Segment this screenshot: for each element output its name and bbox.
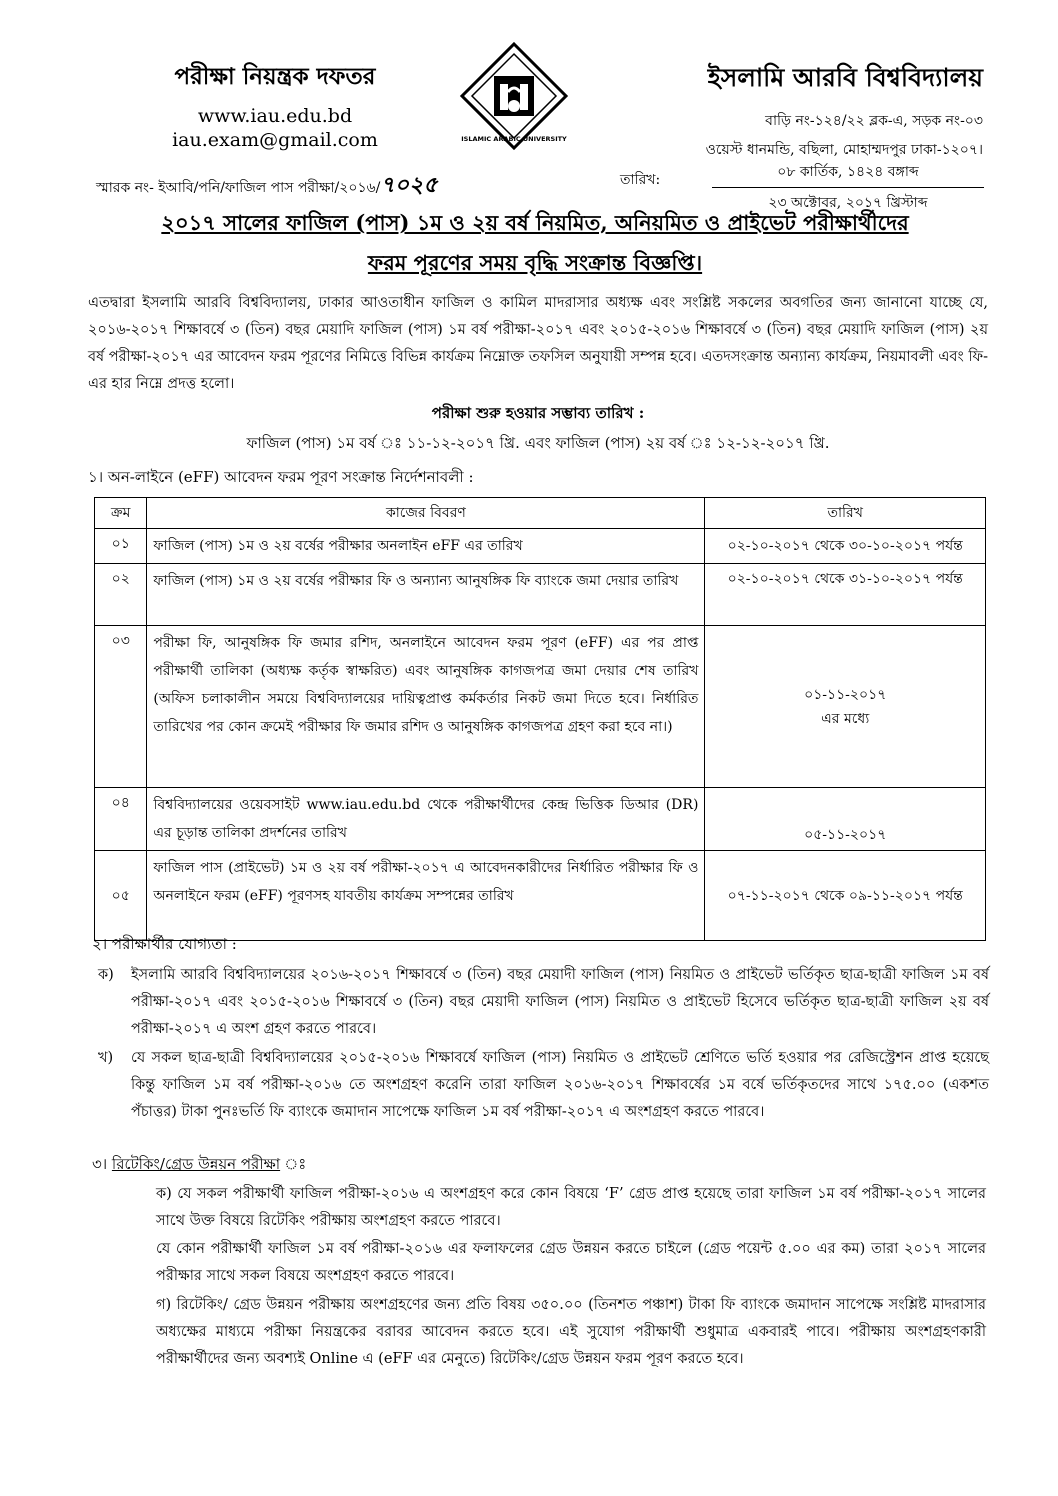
notice-title: [70, 203, 1000, 283]
section-1-heading: ১। অন-লাইনে (eFF) আবেদন ফরম পূরণ সংক্রান্ত নির্দেশনাবলী :: [88, 468, 474, 486]
item-label: ক): [98, 967, 114, 983]
eligibility-item-b: [98, 1045, 989, 1126]
item-text: ইসলামি আরবি বিশ্ববিদ্যালয়ের ২০১৬-২০১৭ শিক্ষাবর্ষে ৩ (তিন) বছর মেয়াদী ফাজিল (পাস) নিয়মিত ও প্রাইভেট ভর্তিকৃত ছাত্র-ছাত্রী ফাজিল ১ম বর্ষ পরীক্ষা-২০১৭ এবং ২০১৫-২০১৬ শিক্ষাবর্ষে ৩ (তিন) বছর মেয়াদী ফাজিল (পাস) নিয়মিত ও প্রাইভেট হিসেবে ভর্তিকৃত ছাত্র-ছাত্রী ফাজিল ২য় বর্ষ পরীক্ষা-২০১৭ এ অংশ গ্রহণ করতে পারবে।: [131, 967, 989, 1037]
schedule-table: [94, 497, 986, 941]
row-date: ০৭-১১-২০১৭ থেকে ০৯-১১-২০১৭ পর্যন্ত: [705, 851, 986, 941]
row-description: ফাজিল (পাস) ১ম ও ২য় বর্ষের পরীক্ষার ফি ও অন্যান্য আনুষঙ্গিক ফি ব্যাংকে জমা দেয়ার তারিখ: [147, 564, 705, 626]
section-3-title: রিটেকিং/গ্রেড উন্নয়ন পরীক্ষা: [111, 1155, 281, 1173]
university-name: ইসলামি আরবি বিশ্ববিদ্যালয়: [707, 63, 983, 92]
col-serial: ক্রম: [95, 498, 147, 529]
row-description: ফাজিল পাস (প্রাইভেট) ১ম ও ২য় বর্ষ পরীক্ষা-২০১৭ এ আবেদনকারীদের নির্ধারিত পরীক্ষার ফি ও অনলাইনে ফরম (eFF) পূরণসহ যাবতীয় কার্যক্রম সম্পন্নের তারিখ: [147, 851, 705, 941]
row-description: বিশ্ববিদ্যালয়ের ওয়েবসাইট www.iau.edu.bd থেকে পরীক্ষার্থীদের কেন্দ্র ভিত্তিক ডিআর (DR) এর চূড়ান্ত তালিকা প্রদর্শনের তারিখ: [147, 788, 705, 851]
office-name: পরীক্ষা নিয়ন্ত্রক দফতর: [174, 63, 376, 90]
title-line-1: ২০১৭ সালের ফাজিল (পাস) ১ম ও ২য় বর্ষ নিয়মিত, অনিয়মিত ও প্রাইভেট পরীক্ষার্থীদের: [161, 210, 909, 235]
memo-prefix: স্মারক নং- ইআবি/পনি/ফাজিল পাস পরীক্ষা/২০১৬/: [96, 180, 381, 196]
row-serial: ০২: [95, 564, 147, 626]
row-serial: ০১: [95, 529, 147, 564]
university-logo: [458, 40, 570, 152]
table-row: [95, 626, 986, 788]
row-serial: ০৫: [95, 851, 147, 941]
table-row: [95, 529, 986, 564]
website-link[interactable]: www.iau.edu.bd: [197, 105, 353, 127]
retake-para-a: ক) যে সকল পরীক্ষার্থী ফাজিল পরীক্ষা-২০১৬ এ অংশগ্রহণ করে কোন বিষয়ে ‘F’ গ্রেড প্রাপ্ত হয়েছে তারা ফাজিল ১ম বর্ষ পরীক্ষা-২০১৭ সালের সাথে উক্ত বিষয়ে রিটেকিং পরীক্ষায় অংশগ্রহণ করতে পারবে।: [156, 1186, 986, 1229]
date-label: তারিখ:: [620, 172, 661, 188]
row-date: ০২-১০-২০১৭ থেকে ৩০-১০-২০১৭ পর্যন্ত: [705, 529, 986, 564]
address-line-1: বাড়ি নং-১২৪/২২ ব্লক-এ, সড়ক নং-০৩: [765, 113, 983, 129]
header-right: [578, 58, 983, 162]
row-date: ০১-১১-২০১৭ এর মধ্যে: [705, 626, 986, 788]
item-text: যে সকল ছাত্র-ছাত্রী বিশ্ববিদ্যালয়ের ২০১৫-২০১৬ শিক্ষাবর্ষে ফাজিল (পাস) নিয়মিত ও প্রাইভেট শ্রেণিতে ভর্তি হওয়ার পর রেজিস্ট্রেশন প্রাপ্ত হয়েছে কিন্তু ফাজিল ১ম বর্ষ পরীক্ষা-২০১৬ তে অংশগ্রহণ করেনি তারা ফাজিল ২০১৬-২০১৭ শিক্ষাবর্ষের ১ম বর্ষে ভর্তিকৃতদের সাথে ১৭৫.০০ (একশত পঁচাত্তর) টাকা পুনঃভর্তি ফি ব্যাংকে জমাদান সাপেক্ষে ফাজিল ১ম বর্ষ পরীক্ষা-২০১৭ এ অংশগ্রহণ করতে পারবে।: [131, 1050, 989, 1120]
table-row: [95, 564, 986, 626]
section-3-heading: ৩। রিটেকিং/গ্রেড উন্নয়ন পরীক্ষা ঃ: [92, 1155, 307, 1173]
row-date: ০৫-১১-২০১৭: [705, 788, 986, 851]
item-label: খ): [98, 1050, 114, 1066]
row-serial: ০৩: [95, 626, 147, 788]
intro-paragraph: এতদ্বারা ইসলামি আরবি বিশ্ববিদ্যালয়, ঢাকার আওতাধীন ফাজিল ও কামিল মাদরাসার অধ্যক্ষ এবং সংশ্লিষ্ট সকলের অবগতির জন্য জানানো যাচ্ছে যে, ২০১৬-২০১৭ শিক্ষাবর্ষে ৩ (তিন) বছর মেয়াদি ফাজিল (পাস) ১ম বর্ষ পরীক্ষা-২০১৭ এবং ২০১৫-২০১৬ শিক্ষাবর্ষে ৩ (তিন) বছর মেয়াদি ফাজিল (পাস) ২য় বর্ষ পরীক্ষা-২০১৭ এর আবেদন ফরম পূরণের নিমিত্তে বিভিন্ন কার্যক্রম নিম্নোক্ত তফসিল অনুযায়ী সম্পন্ন হবে। এতদসংক্রান্ত অন্যান্য কার্যক্রম, নিয়মাবলী এবং ফি-এর হার নিম্নে প্রদত্ত হলো।: [88, 295, 988, 392]
row-description: পরীক্ষা ফি, আনুষঙ্গিক ফি জমার রশিদ, অনলাইনে আবেদন ফরম পূরণ (eFF) এর পর প্রাপ্ত পরীক্ষার্থী তালিকা (অধ্যক্ষ কর্তৃক স্বাক্ষরিত) এবং আনুষঙ্গিক কাগজপত্র জমা দেয়ার শেষ তারিখ (অফিস চলাকালীন সময়ে বিশ্ববিদ্যালয়ের দায়িত্বপ্রাপ্ত কর্মকর্তার নিকট জমা দিতে হবে। নির্ধারিত তারিখের পর কোন ক্রমেই পরীক্ষার ফি জমার রশিদ ও আনুষঙ্গিক কাগজপত্র গ্রহণ করা হবে না।): [147, 626, 705, 788]
email-link[interactable]: iau.exam@gmail.com: [172, 129, 378, 151]
address-line-2: ওয়েস্ট ধানমন্ডি, বছিলা, মোহাম্মদপুর ঢাকা-১২০৭।: [705, 142, 983, 158]
table-row: [95, 851, 986, 941]
memo-number: ৭০২৫: [380, 172, 438, 198]
row-serial: ০৪: [95, 788, 147, 851]
header-left: [150, 58, 400, 151]
exam-start-dates: ফাজিল (পাস) ১ম বর্ষ ঃ ১১-১২-২০১৭ খ্রি. এবং ফাজিল (পাস) ২য় বর্ষ ঃ ১২-১২-২০১৭ খ্রি.: [246, 434, 830, 452]
eligibility-item-a: [98, 962, 989, 1043]
date-english: ২৩ অক্টোবর, ২০১৭ খ্রিস্টাব্দ: [768, 195, 928, 211]
memo-reference: [96, 168, 438, 205]
exam-start-heading: পরীক্ষা শুরু হওয়ার সম্ভাব্য তারিখ :: [431, 404, 645, 422]
table-row: [95, 788, 986, 851]
section-2-heading: ২। পরীক্ষার্থীর যোগ্যতা :: [92, 935, 237, 953]
row-date: ০২-১০-২০১৭ থেকে ৩১-১০-২০১৭ পর্যন্ত: [705, 564, 986, 626]
date-bangla: ০৮ কার্তিক, ১৪২৪ বঙ্গাব্দ: [712, 160, 984, 188]
retake-para-b: যে কোন পরীক্ষার্থী ফাজিল ১ম বর্ষ পরীক্ষা-২০১৬ এর ফলাফলের গ্রেড উন্নয়ন করতে চাইলে (গ্রেড পয়েন্ট ৫.০০ এর কম) তারা ২০১৭ সালের পরীক্ষার সাথে সকল বিষয়ে অংশগ্রহণ করতে পারবে।: [156, 1241, 986, 1284]
logo-text: ISLAMIC ARABIC UNIVERSITY: [461, 135, 567, 143]
table-header-row: [95, 498, 986, 529]
title-line-2: ফরম পূরণের সময় বৃদ্ধি সংক্রান্ত বিজ্ঞপ্তি।: [367, 250, 703, 275]
retake-para-c: গ) রিটেকিং/ গ্রেড উন্নয়ন পরীক্ষায় অংশগ্রহণের জন্য প্রতি বিষয় ৩৫০.০০ (তিনশত পঞ্চাশ) টাকা ফি ব্যাংকে জমাদান সাপেক্ষে সংশ্লিষ্ট মাদরাসার অধ্যক্ষের মাধ্যমে পরীক্ষা নিয়ন্ত্রকের বরাবর আবেদন করতে হবে। এই সুযোগ পরীক্ষার্থী শুধুমাত্র একবারই পাবে। পরীক্ষায় অংশগ্রহণকারী পরীক্ষার্থীদের জন্য অবশ্যই Online এ (eFF এর মেনুতে) রিটেকিং/গ্রেড উন্নয়ন ফরম পূরণ করতে হবে।: [156, 1297, 986, 1367]
col-date: তারিখ: [705, 498, 986, 529]
row-description: ফাজিল (পাস) ১ম ও ২য় বর্ষের পরীক্ষার অনলাইন eFF এর তারিখ: [147, 529, 705, 564]
col-description: কাজের বিবরণ: [147, 498, 705, 529]
